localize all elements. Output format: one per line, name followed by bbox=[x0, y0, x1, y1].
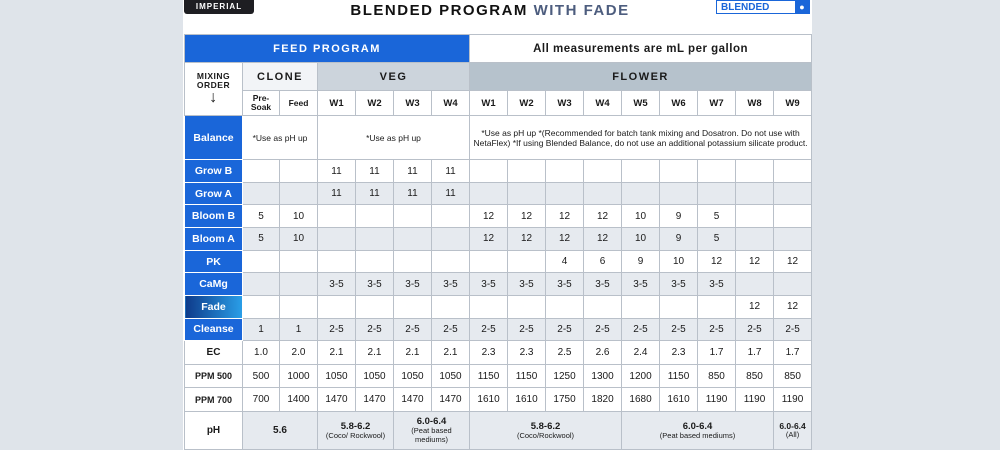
balance-clone-note: *Use as pH up bbox=[243, 116, 318, 160]
ph-flower-peat bbox=[622, 411, 774, 449]
table-cell bbox=[660, 182, 698, 205]
table-cell: 1.0 bbox=[243, 341, 280, 365]
table-cell: 2.1 bbox=[318, 341, 356, 365]
col-clone-1: Feed bbox=[280, 91, 318, 116]
table-cell bbox=[470, 295, 508, 318]
row-label-ppm-500: PPM 500 bbox=[185, 364, 243, 388]
table-cell: 4 bbox=[546, 250, 584, 273]
table-cell: 11 bbox=[432, 182, 470, 205]
table-cell: 1300 bbox=[584, 364, 622, 388]
table-cell bbox=[470, 182, 508, 205]
table-cell: 3-5 bbox=[318, 273, 356, 296]
row-label-pk: PK bbox=[185, 250, 243, 273]
table-cell: 850 bbox=[774, 364, 812, 388]
table-cell: 2.5 bbox=[546, 341, 584, 365]
table-cell: 10 bbox=[280, 228, 318, 251]
feed-program-header: FEED PROGRAM bbox=[185, 35, 470, 63]
table-cell: 1190 bbox=[698, 388, 736, 412]
table-cell bbox=[243, 295, 280, 318]
table-cell bbox=[546, 295, 584, 318]
col-flower-3: W3 bbox=[546, 91, 584, 116]
table-cell bbox=[622, 160, 660, 183]
row-label-bloom-b: Bloom B bbox=[185, 205, 243, 228]
row-label-balance: Balance bbox=[185, 116, 243, 160]
table-cell: 1190 bbox=[736, 388, 774, 412]
table-cell: 2.4 bbox=[622, 341, 660, 365]
ph-flower-coco-value: 5.8-6.2 bbox=[530, 420, 561, 432]
ph-veg-peat bbox=[394, 411, 470, 449]
col-veg-1: W1 bbox=[318, 91, 356, 116]
row-label-camg: CaMg bbox=[185, 273, 243, 296]
balance-flower-note: *Use as pH up *(Recommended for batch tank mixing and Dosatron. Do not use with NetaFlex) *If using Blended Balance, do not use an additional potassium silicate product. bbox=[470, 116, 812, 160]
table-cell bbox=[774, 182, 812, 205]
table-cell bbox=[736, 160, 774, 183]
table-cell bbox=[774, 273, 812, 296]
table-cell: 12 bbox=[584, 228, 622, 251]
table-cell bbox=[508, 250, 546, 273]
table-cell: 2.3 bbox=[470, 341, 508, 365]
table-cell bbox=[318, 205, 356, 228]
table-cell bbox=[622, 182, 660, 205]
table-cell: 12 bbox=[546, 228, 584, 251]
imperial-badge: IMPERIAL bbox=[184, 0, 254, 14]
table-cell bbox=[280, 160, 318, 183]
table-cell bbox=[698, 295, 736, 318]
ph-veg-coco bbox=[318, 411, 394, 449]
table-cell bbox=[698, 182, 736, 205]
table-cell: 3-5 bbox=[356, 273, 394, 296]
table-cell: 5 bbox=[243, 205, 280, 228]
table-cell: 12 bbox=[584, 205, 622, 228]
table-cell: 12 bbox=[698, 250, 736, 273]
table-cell bbox=[356, 295, 394, 318]
row-label-grow-b: Grow B bbox=[185, 160, 243, 183]
ph-flower-coco-note: (Coco/Rockwool) bbox=[516, 430, 575, 440]
table-cell bbox=[736, 228, 774, 251]
table-cell: 2-5 bbox=[698, 318, 736, 341]
table-cell: 2-5 bbox=[660, 318, 698, 341]
brand-logo bbox=[716, 0, 810, 14]
table-cell: 2-5 bbox=[508, 318, 546, 341]
table-cell: 1050 bbox=[318, 364, 356, 388]
col-flower-4: W4 bbox=[584, 91, 622, 116]
table-cell bbox=[584, 160, 622, 183]
table-cell: 1470 bbox=[318, 388, 356, 412]
table-cell: 1150 bbox=[470, 364, 508, 388]
table-cell: 9 bbox=[622, 250, 660, 273]
col-flower-2: W2 bbox=[508, 91, 546, 116]
table-cell: 12 bbox=[546, 205, 584, 228]
table-cell bbox=[394, 205, 432, 228]
table-cell: 2.6 bbox=[584, 341, 622, 365]
col-clone-0: Pre-Soak bbox=[243, 91, 280, 116]
ph-veg-peat-value: 6.0-6.4 bbox=[416, 416, 447, 428]
table-cell bbox=[508, 160, 546, 183]
table-cell: 12 bbox=[470, 228, 508, 251]
table-cell: 1400 bbox=[280, 388, 318, 412]
page-title bbox=[260, 1, 720, 21]
table-cell bbox=[736, 182, 774, 205]
table-cell bbox=[660, 295, 698, 318]
row-label-ppm-700: PPM 700 bbox=[185, 388, 243, 412]
table-cell bbox=[318, 295, 356, 318]
table-cell: 2-5 bbox=[774, 318, 812, 341]
table-cell: 1750 bbox=[546, 388, 584, 412]
col-flower-7: W7 bbox=[698, 91, 736, 116]
table-cell: 3-5 bbox=[508, 273, 546, 296]
table-cell: 1 bbox=[280, 318, 318, 341]
table-cell: 2-5 bbox=[622, 318, 660, 341]
table-cell: 5 bbox=[243, 228, 280, 251]
water-drop-icon: ● bbox=[795, 1, 809, 14]
table-cell bbox=[432, 250, 470, 273]
table-cell bbox=[432, 205, 470, 228]
table-cell: 6 bbox=[584, 250, 622, 273]
table-cell: 1470 bbox=[432, 388, 470, 412]
table-cell: 2.0 bbox=[280, 341, 318, 365]
table-cell: 2-5 bbox=[584, 318, 622, 341]
table-cell: 1 bbox=[243, 318, 280, 341]
table-cell: 850 bbox=[736, 364, 774, 388]
table-cell bbox=[432, 295, 470, 318]
table-cell bbox=[584, 295, 622, 318]
title-fade: WITH FADE bbox=[533, 2, 630, 19]
ph-flower-coco bbox=[470, 411, 622, 449]
table-cell bbox=[318, 250, 356, 273]
table-cell: 2-5 bbox=[432, 318, 470, 341]
table-cell: 12 bbox=[774, 295, 812, 318]
col-veg-2: W2 bbox=[356, 91, 394, 116]
table-cell: 2.3 bbox=[508, 341, 546, 365]
table-cell: 1610 bbox=[508, 388, 546, 412]
table-cell: 10 bbox=[280, 205, 318, 228]
table-cell bbox=[318, 228, 356, 251]
table-cell bbox=[356, 250, 394, 273]
table-cell: 1050 bbox=[356, 364, 394, 388]
table-cell bbox=[280, 295, 318, 318]
table-cell bbox=[432, 228, 470, 251]
row-label-cleanse: Cleanse bbox=[185, 318, 243, 341]
table-cell: 500 bbox=[243, 364, 280, 388]
table-cell bbox=[508, 182, 546, 205]
ph-clone-value: 5.6 bbox=[243, 411, 318, 449]
table-cell bbox=[660, 160, 698, 183]
table-cell bbox=[622, 295, 660, 318]
table-cell bbox=[394, 295, 432, 318]
table-cell: 2.1 bbox=[432, 341, 470, 365]
table-cell: 1.7 bbox=[698, 341, 736, 365]
table-cell: 1820 bbox=[584, 388, 622, 412]
row-label-grow-a: Grow A bbox=[185, 182, 243, 205]
table-cell bbox=[280, 250, 318, 273]
table-cell: 9 bbox=[660, 228, 698, 251]
ph-veg-coco-note: (Coco/ Rockwool) bbox=[325, 430, 386, 440]
table-cell: 3-5 bbox=[698, 273, 736, 296]
feed-table bbox=[184, 34, 812, 450]
table-cell: 2.3 bbox=[660, 341, 698, 365]
row-label-ph: pH bbox=[185, 411, 243, 449]
table-cell: 850 bbox=[698, 364, 736, 388]
table-cell bbox=[774, 205, 812, 228]
table-cell bbox=[243, 182, 280, 205]
table-cell: 3-5 bbox=[622, 273, 660, 296]
table-cell: 12 bbox=[774, 250, 812, 273]
col-flower-8: W8 bbox=[736, 91, 774, 116]
table-cell: 1.7 bbox=[736, 341, 774, 365]
ph-veg-peat-note: (Peat based mediums) bbox=[411, 426, 452, 444]
table-cell: 11 bbox=[356, 160, 394, 183]
table-cell: 2-5 bbox=[736, 318, 774, 341]
table-cell bbox=[243, 250, 280, 273]
table-cell bbox=[546, 182, 584, 205]
col-veg-4: W4 bbox=[432, 91, 470, 116]
table-cell bbox=[698, 160, 736, 183]
ph-flower-peat-value: 6.0-6.4 bbox=[682, 420, 713, 432]
table-cell: 12 bbox=[736, 250, 774, 273]
table-cell: 1610 bbox=[470, 388, 508, 412]
col-flower-6: W6 bbox=[660, 91, 698, 116]
table-cell: 10 bbox=[622, 205, 660, 228]
table-cell: 1200 bbox=[622, 364, 660, 388]
group-clone: CLONE bbox=[243, 63, 318, 91]
ph-w9-value: 6.0-6.4 bbox=[779, 421, 806, 432]
table-cell: 11 bbox=[432, 160, 470, 183]
table-cell bbox=[280, 273, 318, 296]
table-cell bbox=[736, 273, 774, 296]
table-cell: 1470 bbox=[394, 388, 432, 412]
table-cell bbox=[243, 160, 280, 183]
table-cell: 3-5 bbox=[432, 273, 470, 296]
table-cell: 1150 bbox=[508, 364, 546, 388]
title-main: BLENDED PROGRAM bbox=[350, 2, 534, 19]
table-cell: 2.1 bbox=[394, 341, 432, 365]
table-cell: 1.7 bbox=[774, 341, 812, 365]
table-cell bbox=[736, 205, 774, 228]
table-cell: 12 bbox=[508, 205, 546, 228]
table-cell: 1610 bbox=[660, 388, 698, 412]
table-cell bbox=[394, 250, 432, 273]
table-cell: 5 bbox=[698, 205, 736, 228]
col-flower-9: W9 bbox=[774, 91, 812, 116]
table-cell bbox=[394, 228, 432, 251]
table-cell: 2-5 bbox=[318, 318, 356, 341]
table-cell bbox=[470, 160, 508, 183]
table-cell bbox=[508, 295, 546, 318]
col-flower-5: W5 bbox=[622, 91, 660, 116]
table-cell: 11 bbox=[394, 182, 432, 205]
table-cell: 2-5 bbox=[394, 318, 432, 341]
table-cell: 10 bbox=[622, 228, 660, 251]
table-cell: 2-5 bbox=[546, 318, 584, 341]
brand-name: BLENDED bbox=[721, 2, 770, 13]
table-cell bbox=[546, 160, 584, 183]
mixing-order-label: MIXING ORDER bbox=[196, 71, 231, 91]
table-cell: 1250 bbox=[546, 364, 584, 388]
table-cell: 1190 bbox=[774, 388, 812, 412]
arrow-down-icon: ↓ bbox=[209, 89, 218, 107]
table-cell bbox=[356, 205, 394, 228]
table-cell bbox=[774, 228, 812, 251]
table-cell: 3-5 bbox=[584, 273, 622, 296]
table-cell: 700 bbox=[243, 388, 280, 412]
table-cell: 12 bbox=[470, 205, 508, 228]
table-cell bbox=[280, 182, 318, 205]
table-cell: 1150 bbox=[660, 364, 698, 388]
table-cell: 1680 bbox=[622, 388, 660, 412]
mixing-order-cell bbox=[185, 63, 243, 116]
table-cell: 1050 bbox=[432, 364, 470, 388]
table-cell: 1050 bbox=[394, 364, 432, 388]
table-cell: 2-5 bbox=[356, 318, 394, 341]
row-label-bloom-a: Bloom A bbox=[185, 228, 243, 251]
row-label-fade: Fade bbox=[185, 295, 243, 318]
balance-veg-note: *Use as pH up bbox=[318, 116, 470, 160]
table-cell bbox=[584, 182, 622, 205]
table-cell: 9 bbox=[660, 205, 698, 228]
table-cell: 3-5 bbox=[546, 273, 584, 296]
row-label-ec: EC bbox=[185, 341, 243, 365]
measurement-note: All measurements are mL per gallon bbox=[470, 35, 812, 63]
table-cell: 11 bbox=[318, 182, 356, 205]
table-cell: 11 bbox=[356, 182, 394, 205]
table-cell: 11 bbox=[394, 160, 432, 183]
table-cell: 3-5 bbox=[660, 273, 698, 296]
group-flower: FLOWER bbox=[470, 63, 812, 91]
table-cell: 1000 bbox=[280, 364, 318, 388]
table-cell bbox=[470, 250, 508, 273]
table-cell: 12 bbox=[736, 295, 774, 318]
table-cell: 1470 bbox=[356, 388, 394, 412]
table-cell: 12 bbox=[508, 228, 546, 251]
table-cell bbox=[243, 273, 280, 296]
table-cell: 5 bbox=[698, 228, 736, 251]
ph-flower-peat-note: (Peat based mediums) bbox=[659, 430, 736, 440]
group-veg: VEG bbox=[318, 63, 470, 91]
table-cell: 11 bbox=[318, 160, 356, 183]
table-cell: 3-5 bbox=[394, 273, 432, 296]
ph-veg-coco-value: 5.8-6.2 bbox=[340, 420, 371, 432]
ph-w9 bbox=[774, 411, 812, 449]
table-cell: 10 bbox=[660, 250, 698, 273]
col-veg-3: W3 bbox=[394, 91, 432, 116]
table-cell: 2-5 bbox=[470, 318, 508, 341]
table-cell: 3-5 bbox=[470, 273, 508, 296]
col-flower-1: W1 bbox=[470, 91, 508, 116]
table-cell: 2.1 bbox=[356, 341, 394, 365]
table-cell bbox=[774, 160, 812, 183]
ph-w9-note: (All) bbox=[785, 430, 800, 440]
table-cell bbox=[356, 228, 394, 251]
